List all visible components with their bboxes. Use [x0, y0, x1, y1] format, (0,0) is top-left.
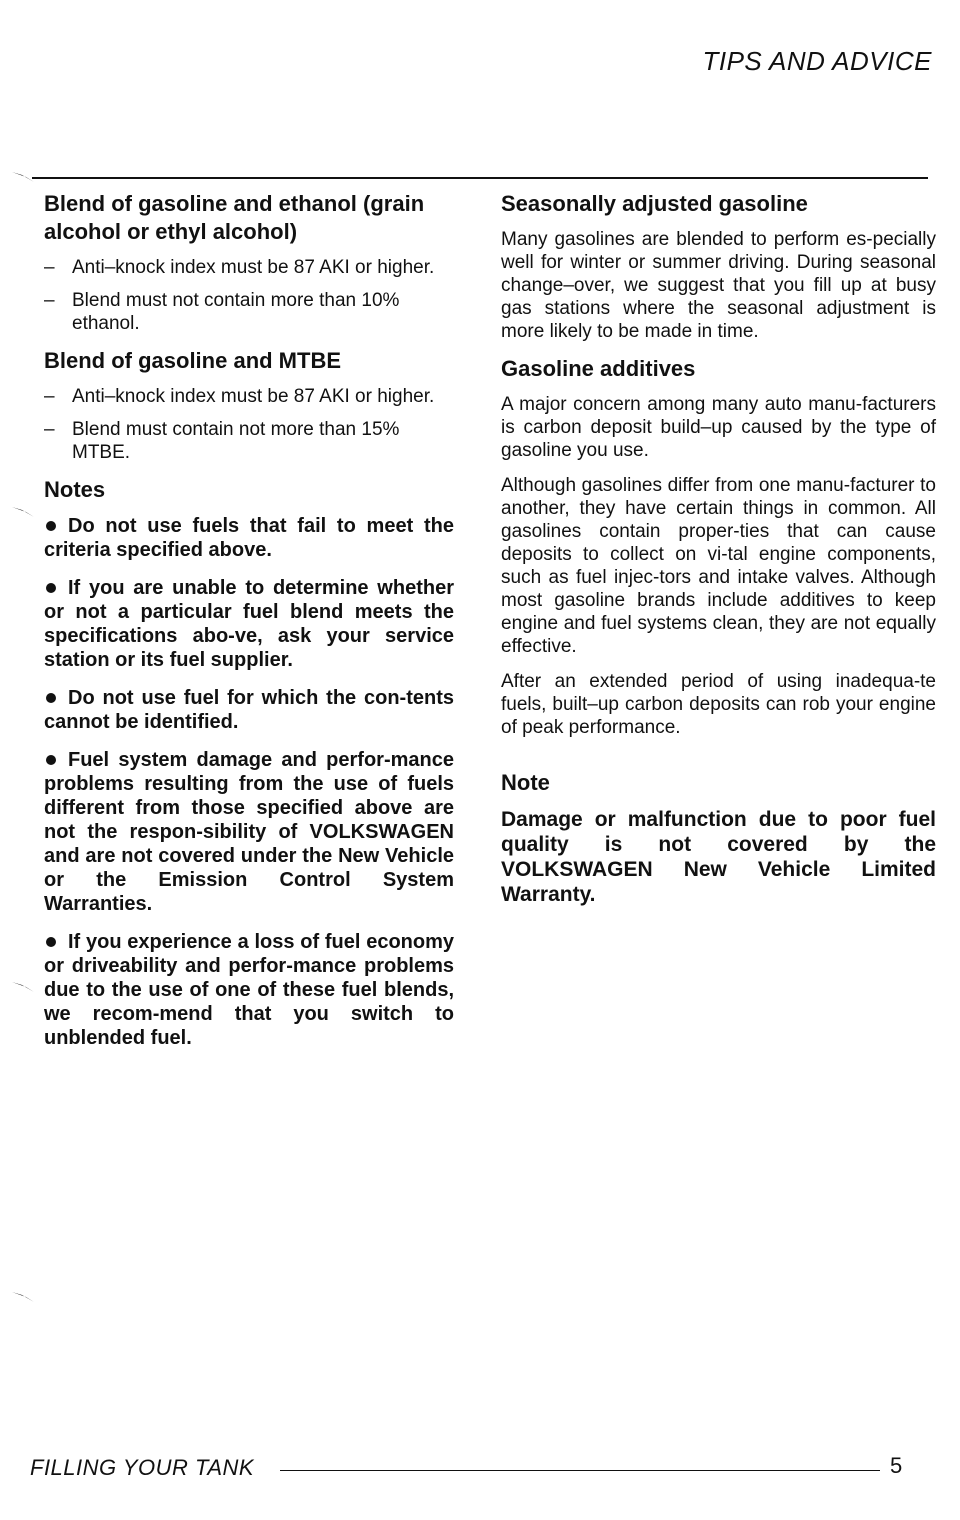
left-column [44, 190, 454, 1064]
bullet-icon [46, 521, 56, 531]
margin-arrow-icon [12, 980, 34, 992]
margin-arrow-icon [12, 1290, 34, 1302]
note-item: If you experience a loss of fuel economy or driveability and perfor-mance problems due to the use of one of these fuel blends, we recom-mend that you switch to unblended fuel. [44, 931, 454, 1049]
bullet-icon [46, 693, 56, 703]
list-item: – Blend must not contain more than 10% ethanol. [44, 289, 454, 335]
section-heading-seasonal: Seasonally adjusted gasoline [501, 191, 808, 216]
note-text: Damage or malfunction due to poor fuel quality is not covered by the VOLKSWAGEN New Vehicle Limited Warranty. [501, 808, 936, 906]
bullet-icon [46, 755, 56, 765]
margin-arrow-icon [12, 505, 34, 517]
footer-section-title: FILLING YOUR TANK [30, 1455, 255, 1480]
notes-heading: Notes [44, 477, 106, 502]
paragraph: Although gasolines differ from one manu-facturer to another, they have certain things in common. All gasolines contain proper-ties that can cause deposits to collect on vi-tal engine components, such as fuel injec-tors and intake valves. Although most gasoline brands include additives to keep engine and fuel systems clean, they are not equally effective. [501, 475, 936, 657]
bullet-icon [46, 937, 56, 947]
section-heading-ethanol: Blend of gasoline and ethanol (grain alcohol or ethyl alcohol) [44, 191, 425, 244]
mtbe-requirements-list [44, 385, 454, 464]
footer-rule [280, 1470, 880, 1471]
page-number: 5 [890, 1453, 903, 1478]
section-heading-additives: Gasoline additives [501, 356, 696, 381]
list-item: – Anti–knock index must be 87 AKI or higher. [44, 256, 454, 279]
margin-arrow-icon [12, 170, 34, 182]
bullet-icon [46, 583, 56, 593]
section-heading-mtbe: Blend of gasoline and MTBE [44, 348, 342, 373]
note-item: Do not use fuel for which the con-tents cannot be identified. [44, 687, 454, 733]
header-rule [32, 177, 928, 179]
paragraph: A major concern among many auto manu-facturers is carbon deposit build–up caused by the type of gasoline you use. [501, 394, 936, 461]
note-item: If you are unable to determine whether or not a particular fuel blend meets the specifications abo-ve, ask your service station or its fuel supplier. [44, 577, 454, 671]
paragraph: Many gasolines are blended to perform es-pecially well for winter or summer driving. During seasonal change–over, we suggest that you fill up at busy gas stations where the seasonal adjustment is more likely to be made in time. [501, 229, 936, 342]
note-item: Do not use fuels that fail to meet the criteria specified above. [44, 515, 454, 561]
paragraph: After an extended period of using inadequa-te fuels, built–up carbon deposits can rob your engine of peak performance. [501, 671, 936, 738]
right-column [501, 190, 936, 921]
page-header: TIPS AND ADVICE [702, 46, 932, 76]
ethanol-requirements-list [44, 256, 454, 335]
list-item: – Blend must contain not more than 15% MTBE. [44, 418, 454, 464]
note-heading: Note [501, 770, 550, 795]
list-item: – Anti–knock index must be 87 AKI or higher. [44, 385, 454, 408]
note-item: Fuel system damage and perfor-mance problems resulting from the use of fuels different from those specified above are not the respon-sibility of VOLKSWAGEN and are not covered under the New Vehicle or the Emission Control System Warranties. [44, 749, 454, 915]
